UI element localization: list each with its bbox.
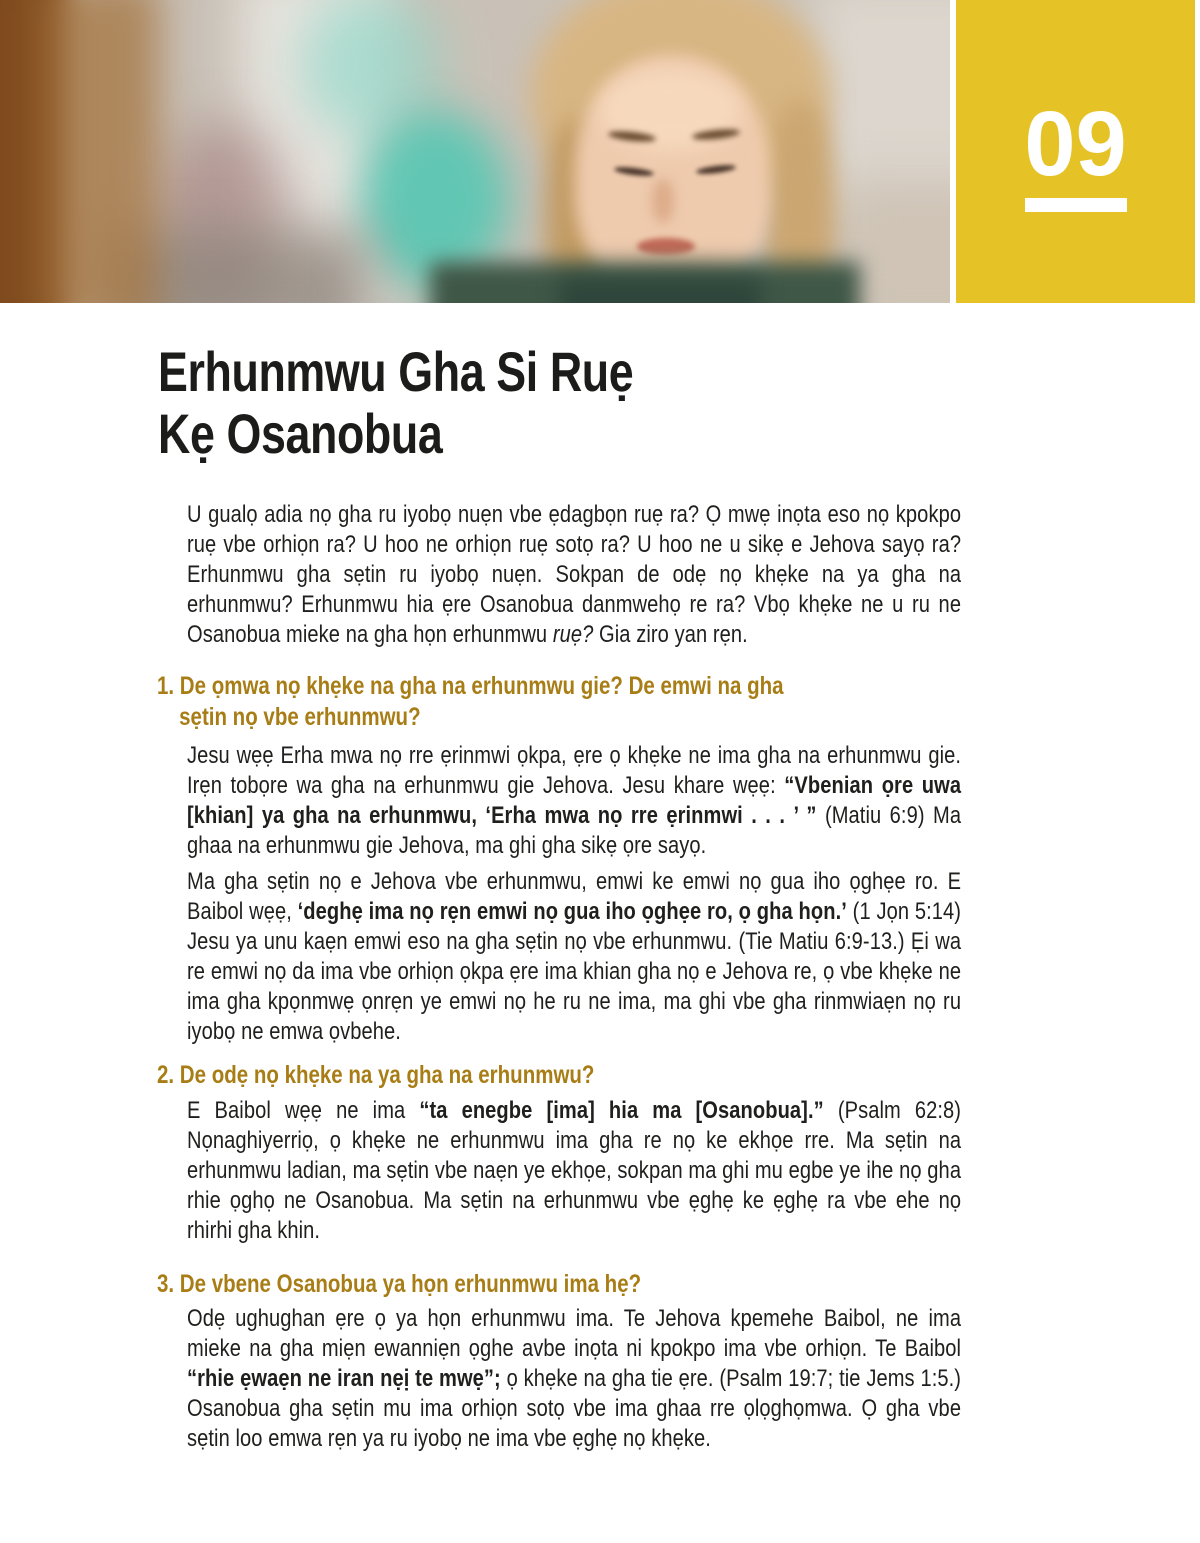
page-title-line1: Erhunmwu Gha Si Ruẹ	[158, 340, 634, 403]
section-3-paragraph-1: Odẹ ughughan ẹre ọ ya họn erhunmwu ima. Te Jehova kpemehe Baibol, ne ima mieke na gha miẹn ewanniẹn ọghe avbe inọta ni kpokpo ima vbe orhiọn. Te Baibol “rhie ẹwaẹn ne iran nẹị te mwẹ”; ọ khẹke na gha tie ẹre. (Psalm 19:7; tie Jems 1:5.) Osanobua gha sẹtin mu ima orhiọn sotọ vbe ima ghaa rre ọlọghọmwa. Ọ gha vbe sẹtin loo emwa rẹn ya ru iyobọ ne ima vbe ẹghẹ nọ khẹke.	[187, 1305, 962, 1452]
page-title-line2: Kẹ Osanobua	[158, 402, 443, 465]
section-1-paragraph-2: Ma gha sẹtin nọ e Jehova vbe erhunmwu, emwi ke emwi nọ gua iho ọghẹe ro. E Baibol wẹẹ, ‘deghẹ ima nọ rẹn emwi nọ gua iho ọghẹe ro, ọ gha họn.’ (1 Jọn 5:14) Jesu ya unu kaẹn emwi eso na gha sẹtin nọ vbe erhunmwu. (Tie Matiu 6:9-13.) Ẹi wa re emwi nọ da ima vbe orhiọn ọkpa ẹre ima khian gha nọ e Jehova re, ọ vbe khẹke ne ima gha kpọnmwẹ ọnrẹn ye emwi nọ he ru ne ima, ma ghi vbe gha rinmwiaẹn nọ ru iyobọ ne emwa ọvbehe.	[187, 868, 962, 1045]
section-3-heading: 3. De vbene Osanobua ya họn erhunmwu ima hẹ?	[157, 1270, 642, 1298]
section-1-paragraph-1: Jesu wẹẹ Erha mwa nọ rre ẹrinmwi ọkpa, ẹre ọ khẹke ne ima gha na erhunmwu gie. Irẹn tobọre wa gha na erhunmwu gie Jehova. Jesu khare wẹẹ: “Vbenian ọre uwa [khian] ya gha na erhunmwu, ‘Erha mwa nọ rre ẹrinmwi . . . ’ ” (Matiu 6:9) Ma ghaa na erhunmwu gie Jehova, ma ghi gha sikẹ ọre sayọ.	[187, 742, 962, 859]
photo-shirt	[560, 278, 760, 303]
photo-nose	[652, 178, 674, 224]
chapter-badge	[956, 0, 1195, 303]
section-2-heading: 2. De odẹ nọ khẹke na ya gha na erhunmwu?	[157, 1061, 595, 1089]
page-title	[158, 341, 633, 465]
section-2-paragraph-1: E Baibol wẹẹ ne ima “ta enegbe [ima] hia ma [Osanobua].” (Psalm 62:8) Nọnaghiyerriọ, ọ khẹke ne erhunmwu ima gha re nọ ke ekhọe rre. Ma sẹtin na erhunmwu ladian, ma sẹtin vbe naẹn ye ekhọe, sokpan ma ghi mu egbe ye ihe nọ gha rhie ọghọ ne Osanobua. Ma sẹtin na erhunmwu vbe ẹghẹ ke ẹghẹ ra vbe ehe nọ rhirhi gha khin.	[187, 1097, 962, 1244]
header-photo	[0, 0, 950, 303]
chapter-number-underline	[1025, 198, 1127, 212]
photo-lips	[637, 238, 695, 255]
intro-paragraph: U gualọ adia nọ gha ru iyobọ nuẹn vbe ẹdagbọn ruẹ ra? Ọ mwẹ inọta eso nọ kpokpo ruẹ vbe orhiọn ra? U hoo ne orhiọn ruẹ sotọ ra? U hoo ne u sikẹ e Jehova sayọ ra? Erhunmwu gha sẹtin ru iyobọ nuẹn. Sokpan de odẹ nọ khẹke na ya gha na erhunmwu? Erhunmwu hia ẹre Osanobua danmwehọ re ra? Vbọ khẹke ne u ru ne Osanobua mieke na gha họn erhunmwu ruẹ? Gia ziro yan rẹn.	[187, 501, 962, 648]
section-1-heading: 1. De ọmwa nọ khẹke na gha na erhunmwu gie? De emwi na gha sẹtin nọ vbe erhunmwu?	[157, 672, 784, 731]
chapter-number: 09	[1024, 93, 1127, 195]
photo-blob	[40, 0, 160, 303]
